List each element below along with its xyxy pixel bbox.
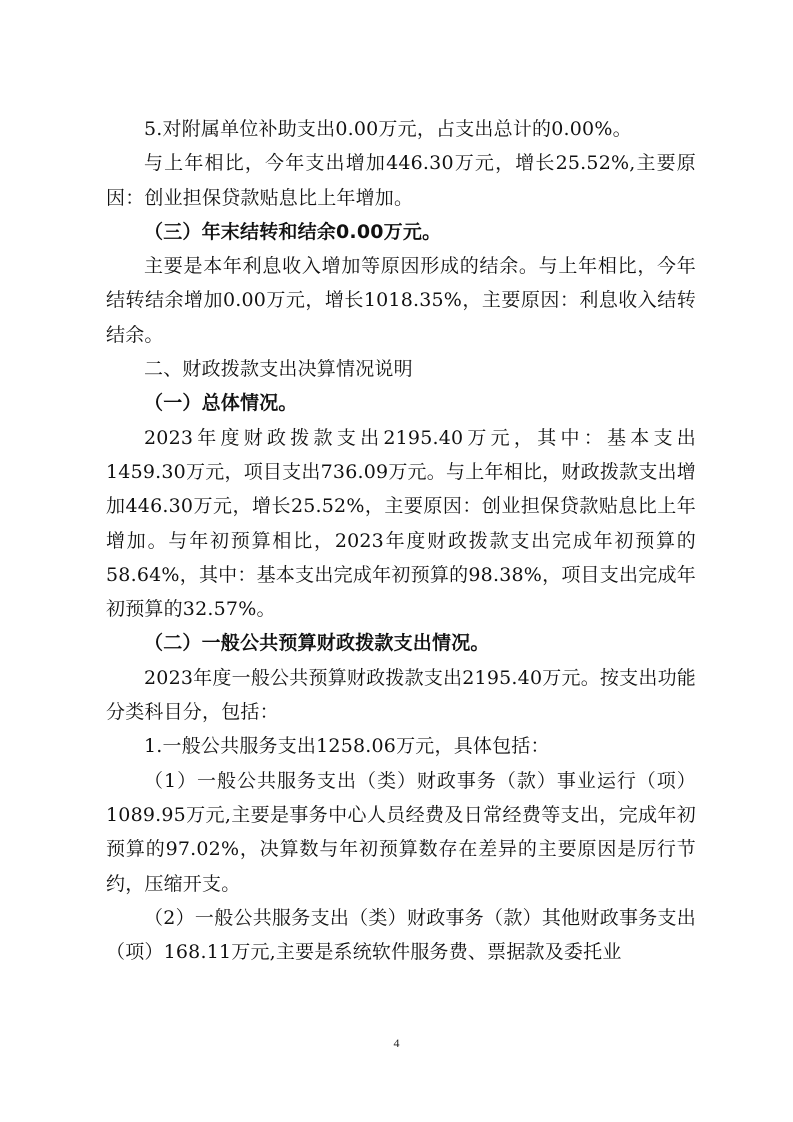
paragraph-overall: 2023年度财政拨款支出2195.40万元，其中：基本支出1459.30万元，项目支出736.09万元。与上年相比，财政拨款支出增加446.30万元，增长25.52%，主要原因：创业担保贷款贴息比上年增加。与年初预算相比，2023年度财政拨款支出完成年初预算的58.64%，其中：基本支出完成年初预算的98.38%，项目支出完成年初预算的32.57%。 <box>106 426 696 621</box>
page-number: 4 <box>393 1036 400 1050</box>
paragraph-1: 5.对附属单位补助支出0.00万元，占支出总计的0.00%。 <box>144 118 632 140</box>
paragraph-public-service: 1.一般公共服务支出1258.06万元，具体包括： <box>144 735 550 758</box>
paragraph-4: 主要是本年利息收入增加等原因形成的结余。与上年相比，今年结转结余增加0.00万元，增长1018.35%，主要原因：利息收入结转结余。 <box>106 255 696 346</box>
section-heading-2: 二、财政拨款支出决算情况说明 <box>144 358 413 381</box>
paragraph-item-1: （1）一般公共服务支出（类）财政事务（款）事业运行（项）1089.95万元,主要是事务中心人员经费及日常经费等支出，完成年初预算的97.02%，决算数与年初预算数存在差异的主要原因是厉行节约，压缩开支。 <box>106 769 696 895</box>
paragraph-item-2: （2）一般公共服务支出（类）财政事务（款）其他财政事务支出（项）168.11万元,主要是系统软件服务费、票据款及委托业 <box>106 906 696 964</box>
subsection-heading-overall: （一）总体情况。 <box>144 392 298 415</box>
body-text <box>106 112 696 969</box>
section-heading-3: （三）年末结转和结余0.00万元。 <box>144 220 442 243</box>
paragraph-2: 与上年相比，今年支出增加446.30万元，增长25.52%,主要原因：创业担保贷款贴息比上年增加。 <box>106 152 696 209</box>
subsection-heading-general-budget: （二）一般公共预算财政拨款支出情况。 <box>144 632 490 655</box>
paragraph-general-budget: 2023年度一般公共预算财政拨款支出2195.40万元。按支出功能分类科目分，包括： <box>106 666 696 724</box>
